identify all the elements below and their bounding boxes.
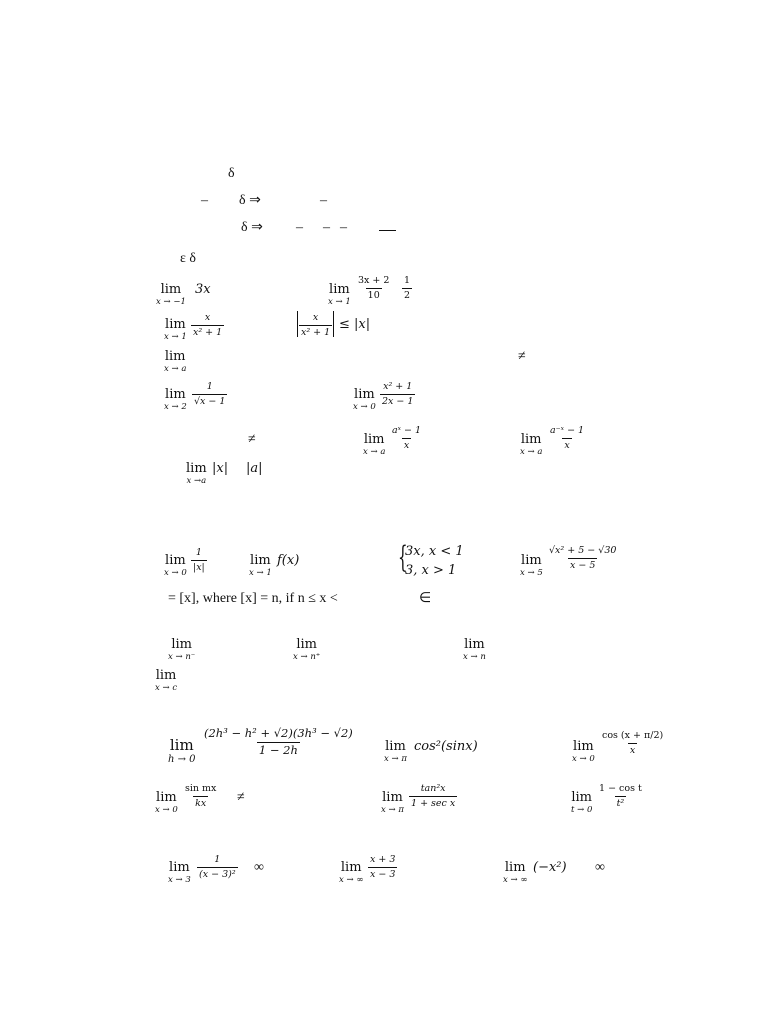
delta-symbol: δ: [228, 166, 235, 181]
fraction-numerator: x + 3: [370, 854, 396, 865]
lim-subscript: x → n: [463, 652, 486, 662]
limit-operator: [384, 740, 407, 764]
delta-implies: δ ⇒: [239, 193, 261, 208]
fraction-numerator: x: [312, 312, 319, 323]
limit-operator: [164, 350, 186, 374]
delta-implies: δ ⇒: [241, 220, 263, 235]
lim-word: lim: [165, 387, 186, 402]
lim-subscript: x → −1: [156, 297, 186, 307]
floor-definition-text: = [x], where [x] = n, if n ≤ x <: [168, 591, 338, 606]
limit-operator: [520, 554, 543, 578]
dash-symbol: –: [296, 220, 303, 235]
lim-word: lim: [520, 432, 542, 447]
fraction-one-half: [402, 276, 412, 300]
fraction-denominator: x² + 1: [193, 326, 223, 338]
fraction-denominator: x: [629, 744, 636, 756]
lim-word: lim: [186, 461, 207, 476]
limit-operator: [339, 861, 363, 885]
fraction-numerator: aˣ − 1: [392, 425, 422, 436]
fraction-denominator: x: [564, 439, 570, 451]
lim-word: lim: [169, 736, 194, 754]
lim-subscript: x → 0: [572, 754, 595, 764]
fraction-numerator: a⁻ˣ − 1: [550, 425, 585, 436]
dash-symbol: –: [340, 220, 347, 235]
fraction: [409, 784, 457, 808]
lim-word: lim: [160, 282, 182, 297]
fraction-denominator: 10: [367, 289, 380, 301]
lim-word: lim: [169, 860, 190, 875]
absolute-value-bar: [297, 311, 298, 337]
lim-word: lim: [340, 860, 362, 875]
fraction-denominator: 2: [404, 289, 411, 301]
lim-subscript: x → n⁻: [168, 652, 196, 662]
lim-subscript: x → 0: [353, 402, 376, 412]
limit-operator: [249, 554, 272, 578]
lim-subscript: x → 3: [168, 875, 191, 885]
lim-word: lim: [329, 282, 350, 297]
epsilon-delta-label: ε δ: [180, 251, 196, 266]
fraction: [191, 313, 224, 337]
lim-subscript: x → 0: [155, 805, 178, 815]
limit-value: |a|: [246, 461, 263, 476]
limit-operator: [164, 388, 187, 412]
lim-subscript: x → a: [363, 447, 386, 457]
lim-subscript: x → 1: [249, 568, 272, 578]
limit-operator: [381, 791, 404, 815]
lim-subscript: x → a: [164, 364, 187, 374]
blank-line: [379, 230, 396, 231]
lim-word: lim: [521, 553, 542, 568]
lim-word: lim: [385, 739, 406, 754]
fraction-numerator: 1: [195, 547, 202, 558]
infinity-symbol: ∞: [254, 860, 264, 875]
lim-word: lim: [363, 432, 385, 447]
limit-operator: [168, 738, 196, 765]
fraction-numerator: 1: [206, 381, 213, 392]
element-of-symbol: ∈: [419, 591, 432, 606]
limit-operator: [164, 554, 187, 578]
lim-subscript: x → π: [384, 754, 407, 764]
fraction-denominator: √x − 1: [194, 395, 226, 407]
lim-word: lim: [156, 790, 177, 805]
lim-word: lim: [504, 860, 526, 875]
fraction-denominator: 1 − 2h: [258, 742, 298, 757]
fraction: [600, 731, 665, 755]
limit-operator: [463, 638, 486, 662]
fraction: [547, 546, 618, 570]
fraction: [380, 382, 415, 406]
not-equal-symbol: ≠: [237, 790, 245, 805]
limit-expression: (−x²): [533, 860, 567, 875]
fraction: [368, 855, 397, 879]
limit-operator: [520, 433, 542, 457]
lim-subscript: x → ∞: [339, 875, 364, 885]
lim-word: lim: [354, 387, 375, 402]
lim-subscript: x →a: [186, 476, 207, 486]
limit-operator: [363, 433, 385, 457]
fraction-denominator: x² + 1: [301, 326, 331, 338]
fraction-numerator: (2h³ − h² + √2)(3h³ − √2): [204, 726, 353, 740]
fraction-numerator: cos (x + π/2): [602, 730, 664, 741]
limit-expression: |x|: [212, 461, 229, 476]
piecewise-case: 3x, x < 1: [405, 544, 464, 559]
fraction-numerator: sin mx: [185, 783, 217, 794]
limit-operator: [155, 669, 177, 693]
dash-symbol: –: [201, 193, 208, 208]
fraction-numerator: 1: [404, 275, 411, 286]
limit-operator: [328, 283, 351, 307]
fraction-denominator: x − 3: [370, 868, 396, 880]
fraction-denominator: x − 5: [570, 559, 596, 571]
lim-word: lim: [573, 739, 594, 754]
fraction: [390, 426, 423, 450]
fraction: [356, 276, 391, 300]
limit-operator: [293, 638, 320, 662]
fraction-denominator: (x − 3)²: [199, 868, 236, 880]
lim-subscript: t → 0: [571, 805, 593, 815]
lim-subscript: x → n⁺: [293, 652, 321, 662]
lim-subscript: x → c: [155, 683, 178, 693]
lim-word: lim: [464, 637, 485, 652]
limit-operator: [503, 861, 527, 885]
not-equal-symbol: ≠: [518, 349, 526, 364]
fraction: [197, 855, 238, 879]
limit-expression: 3x: [195, 282, 211, 297]
fraction-numerator: 1: [214, 854, 221, 865]
limit-expression: f(x): [277, 553, 300, 568]
lim-word: lim: [171, 637, 192, 652]
dash-symbol: –: [323, 220, 330, 235]
limit-operator: [353, 388, 376, 412]
limit-operator: [164, 318, 187, 342]
lim-subscript: x → a: [520, 447, 543, 457]
lim-word: lim: [382, 790, 403, 805]
lim-subscript: x → 5: [520, 568, 543, 578]
fraction: [192, 382, 227, 406]
fraction: [597, 784, 644, 808]
limit-operator: [168, 638, 195, 662]
fraction-numerator: x² + 1: [383, 381, 413, 392]
lim-word: lim: [250, 553, 271, 568]
fraction-numerator: 1 − cos t: [599, 783, 642, 794]
infinity-symbol: ∞: [595, 860, 605, 875]
lim-subscript: x → ∞: [503, 875, 528, 885]
lim-subscript: x → 2: [164, 402, 187, 412]
limit-operator: [572, 740, 595, 764]
lim-subscript: x → 0: [164, 568, 187, 578]
fraction-denominator: x: [403, 439, 410, 451]
fraction-denominator: t²: [616, 797, 625, 809]
fraction-numerator: 3x + 2: [358, 275, 390, 286]
piecewise-brace: {: [398, 540, 408, 575]
fraction-numerator: tan²x: [420, 783, 446, 794]
lim-subscript: x → 1: [328, 297, 351, 307]
fraction-denominator: 1 + sec x: [411, 797, 456, 809]
fraction: [202, 728, 355, 756]
limit-operator: [168, 861, 191, 885]
lim-subscript: h → 0: [168, 754, 196, 765]
fraction: [548, 426, 586, 450]
fraction: [183, 784, 218, 808]
limit-operator: [571, 791, 592, 815]
lim-word: lim: [155, 668, 177, 683]
absolute-fraction: [299, 313, 332, 337]
fraction-numerator: x: [204, 312, 211, 323]
piecewise-case: 3, x > 1: [405, 563, 457, 578]
fraction-denominator: |x|: [193, 561, 205, 573]
lim-subscript: x → 1: [164, 332, 187, 342]
lim-subscript: x → π: [381, 805, 404, 815]
limit-expression: cos²(sinx): [414, 739, 478, 754]
lim-word: lim: [571, 790, 592, 805]
lim-word: lim: [164, 349, 186, 364]
lim-word: lim: [296, 637, 317, 652]
inequality-rhs: ≤ |x|: [339, 317, 371, 332]
limit-operator: [155, 791, 178, 815]
limit-operator: [156, 283, 186, 307]
fraction-numerator: √x² + 5 − √30: [549, 545, 617, 556]
limit-operator: [186, 462, 207, 486]
absolute-value-bar: [333, 311, 334, 337]
not-equal-symbol: ≠: [248, 432, 256, 447]
lim-word: lim: [165, 553, 186, 568]
fraction: [191, 548, 207, 572]
lim-word: lim: [165, 317, 186, 332]
fraction-denominator: 2x − 1: [382, 395, 414, 407]
dash-symbol: –: [320, 193, 327, 208]
fraction-denominator: kx: [195, 797, 207, 809]
